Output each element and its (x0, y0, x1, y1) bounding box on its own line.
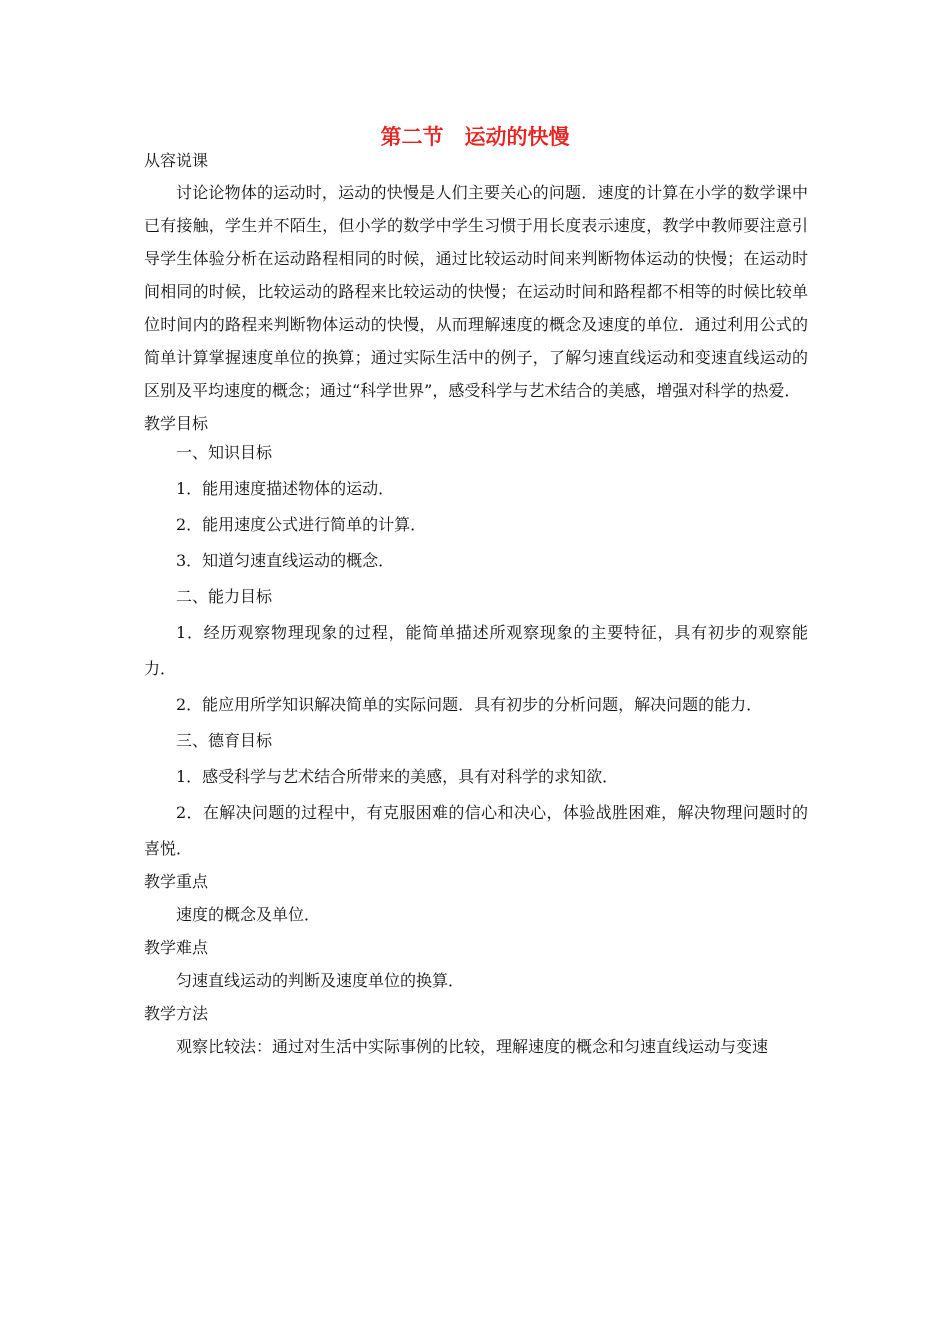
section-heading-difficulty: 教学难点 (144, 938, 209, 957)
intro-paragraph: 讨论论物体的运动时，运动的快慢是人们主要关心的问题．速度的计算在小学的数学课中已有接触，学生并不陌生，但小学的数学中学生习惯于用长度表示速度，教学中教师要注意引导学生体验分析在运动路程相同的时候，通过比较运动时间来判断物体运动的快慢；在运动时间相同的时候，比较运动的路程来比较运动的快慢；在运动时间和路程都不相等的时候比较单位时间内的路程来判断物体运动的快慢，从而理解速度的概念及速度的单位．通过利用公式的简单计算掌握速度单位的换算；通过实际生活中的例子，了解匀速直线运动和变速直线运动的区别及平均速度的概念；通过“科学世界”，感受科学与艺术结合的美感，增强对科学的热爱． (144, 183, 808, 400)
page-title: 第二节 运动的快慢 (380, 125, 570, 149)
section-heading-key-point: 教学重点 (144, 872, 209, 891)
knowledge-goal-item: 2．能用速度公式进行简单的计算． (176, 515, 427, 534)
moral-goal-item: 1．感受科学与艺术结合所带来的美感，具有对科学的求知欲． (176, 767, 619, 786)
ability-goal-heading: 二、能力目标 (176, 587, 273, 606)
section-heading-goals: 教学目标 (144, 414, 209, 433)
ability-goal-item: 1．经历观察物理现象的过程，能简单描述所观察现象的主要特征，具有初步的观察能力． (144, 623, 808, 678)
moral-goal-item: 2．在解决问题的过程中，有克服困难的信心和决心，体验战胜困难，解决物理问题时的喜悦． (144, 803, 808, 858)
section-heading-intro: 从容说课 (144, 151, 209, 170)
method-text: 观察比较法：通过对生活中实际事例的比较，理解速度的概念和匀速直线运动与变速 (176, 1037, 769, 1056)
knowledge-goal-item: 3．知道匀速直线运动的概念． (176, 551, 395, 570)
key-point-text: 速度的概念及单位． (176, 905, 321, 924)
knowledge-goal-item: 1．能用速度描述物体的运动． (176, 479, 395, 498)
moral-goal-heading: 三、德育目标 (176, 731, 273, 750)
document-body (144, 150, 808, 1065)
difficulty-text: 匀速直线运动的判断及速度单位的换算． (176, 971, 465, 990)
knowledge-goal-heading: 一、知识目标 (176, 443, 273, 462)
ability-goal-item: 2．能应用所学知识解决简单的实际问题．具有初步的分析问题，解决问题的能力． (176, 695, 763, 714)
section-heading-method: 教学方法 (144, 1004, 209, 1023)
